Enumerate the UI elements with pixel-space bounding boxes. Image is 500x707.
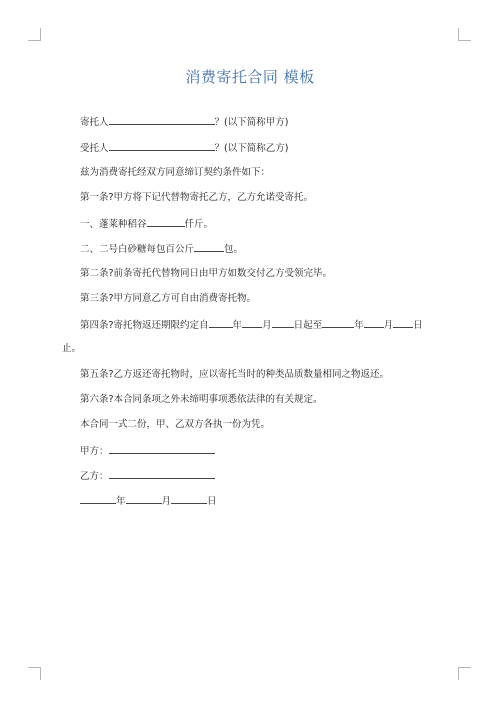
depositor-label: 寄托人	[80, 117, 109, 128]
end-year-blank[interactable]	[322, 318, 354, 328]
signing-date-line	[80, 494, 217, 508]
end-year-label: 年	[354, 320, 364, 331]
start-month-blank[interactable]	[242, 318, 262, 328]
article-5: 第五条?乙方返还寄托物时，应以寄托当时的种类品质数量相同之物返还。	[80, 369, 390, 380]
document-title: 消费寄托合同 模板	[185, 68, 315, 86]
article-4	[80, 318, 423, 332]
depositor-note: ？(以下简称甲方)	[214, 117, 289, 128]
trustee-label: 受托人	[80, 143, 109, 154]
sign-month-label: 月	[161, 496, 172, 507]
page-corner-mark-bottom-right	[458, 667, 471, 680]
article-2: 第二条?前条寄托代替物同日由甲方如数交付乙方受领完毕。	[80, 268, 333, 279]
page-corner-mark-top-left	[28, 28, 41, 41]
start-day-label: 日起至	[293, 320, 323, 331]
copies-clause: 本合同一式二份，甲、乙双方各执一份为凭。	[80, 419, 271, 430]
end-day-blank[interactable]	[393, 318, 413, 328]
sign-month-blank[interactable]	[126, 494, 162, 504]
item-1-unit: 仟斤。	[184, 219, 214, 230]
party-b-sign-blank[interactable]	[109, 469, 215, 479]
end-month-label: 月	[383, 320, 394, 331]
item-2-blank[interactable]	[194, 242, 224, 252]
depositor-blank[interactable]	[109, 115, 215, 125]
start-month-label: 月	[262, 320, 272, 331]
item-1-label: 一、蓬莱种稻谷	[80, 219, 147, 230]
item-1-blank[interactable]	[147, 217, 185, 227]
start-year-blank[interactable]	[209, 318, 233, 328]
start-year-label: 年	[232, 320, 243, 331]
sign-year-blank[interactable]	[80, 494, 116, 504]
intro-clause: 兹为消费寄托经双方同意缔订契约条件如下：	[80, 167, 271, 178]
party-a-sign-blank[interactable]	[109, 444, 215, 454]
party-b-sign-line	[80, 469, 215, 483]
sign-day-label: 日	[207, 496, 217, 507]
party-a-sign-line	[80, 444, 215, 458]
party-b-sign-label: 乙方：	[80, 471, 109, 482]
trustee-line	[80, 141, 288, 155]
depositor-line	[80, 115, 288, 129]
trustee-note: ？(以下简称乙方)	[214, 143, 289, 154]
sign-day-blank[interactable]	[171, 494, 207, 504]
article-3: 第三条?甲方同意乙方可自由消费寄托物。	[80, 293, 257, 304]
item-1-line	[80, 217, 213, 231]
party-a-sign-label: 甲方：	[80, 446, 109, 457]
item-2-unit: 包。	[224, 244, 244, 255]
trustee-blank[interactable]	[109, 141, 215, 151]
page-corner-mark-top-right	[458, 28, 471, 41]
page-corner-mark-bottom-left	[28, 667, 41, 680]
item-2-label: 二、二号白砂糖每包百公斤	[80, 244, 195, 255]
end-day-label: 日	[413, 320, 423, 331]
sign-year-label: 年	[116, 496, 126, 507]
end-month-blank[interactable]	[364, 318, 384, 328]
article-4-text: 第四条?寄托物返还期限约定自	[80, 320, 209, 331]
article-1: 第一条?甲方将下记代替物寄托乙方，乙方允诺受寄托。	[80, 192, 314, 203]
item-2-line	[80, 242, 243, 256]
start-day-blank[interactable]	[272, 318, 294, 328]
article-4-end: 止。	[62, 343, 82, 354]
article-6: 第六条?本合同条项之外未缔明事项悉依法律的有关规定。	[80, 394, 323, 405]
